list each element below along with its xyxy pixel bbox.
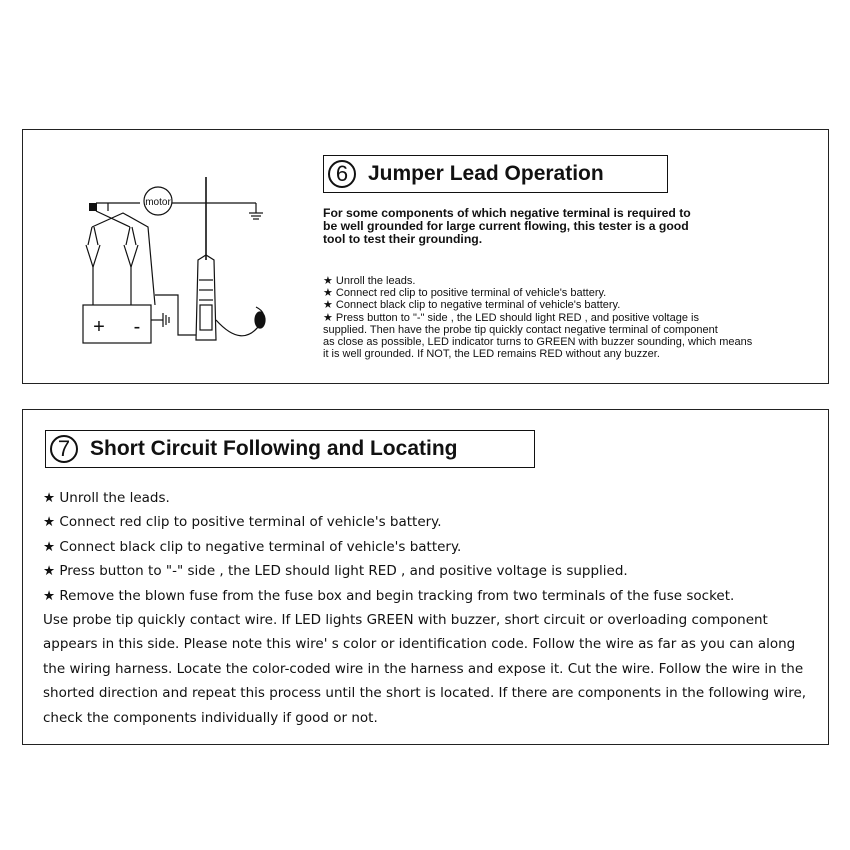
tester-handle [196,255,216,340]
step-line: supplied. Then have the probe tip quickly contact negative terminal of component [323,323,718,336]
tester-clip [255,312,265,328]
black-clip [124,245,138,267]
body-line: check the components individually if good or not. [43,709,378,726]
section-6-intro [323,207,793,246]
section-6-steps [323,275,823,360]
body-line: Use probe tip quickly contact wire. If LED lights GREEN with buzzer, short circuit or overloading component [43,612,768,629]
section-7-body [43,486,823,730]
section-7-title-box [45,430,535,468]
section-jumper-lead-panel [22,129,829,384]
body-line: appears in this side. Please note this wire' s color or identification code. Follow the wire as far as you can along [43,636,796,653]
section-6-title-box [323,155,668,193]
step-line: it is well grounded. If NOT, the LED remains RED without any buzzer. [323,348,660,361]
step-line: ★ Press button to "-" side , the LED should light RED , and positive voltage is [323,311,699,324]
body-line: ★ Unroll the leads. [43,490,170,506]
jumper-lead-diagram [48,155,278,355]
step-line: ★ Unroll the leads. [323,275,416,287]
section-7-number: 7 [50,435,78,463]
body-line: the wiring harness. Locate the color-coded wire in the harness and expose it. Cut the wire. Follow the wire in the [43,660,804,677]
battery-minus-label: - [133,316,141,338]
step-line: ★ Connect black clip to negative terminal of vehicle's battery. [323,299,621,312]
body-line: ★ Connect red clip to positive terminal of vehicle's battery. [43,514,442,531]
body-line: shorted direction and repeat this process until the short is located. If there are components in the following wire, [43,685,807,702]
battery-plus-label: + [93,316,105,338]
body-line: ★ Remove the blown fuse from the fuse box and begin tracking from two terminals of the fuse socket. [43,587,735,604]
section-6-title: Jumper Lead Operation [368,162,604,185]
body-line: ★ Press button to "-" side , the LED should light RED , and positive voltage is supplied. [43,563,628,580]
section-7-title: Short Circuit Following and Locating [90,437,458,460]
step-line: as close as possible, LED indicator turns to GREEN with buzzer sounding, which means [323,336,753,349]
intro-line: tool to test their grounding. [323,232,483,246]
section-short-circuit-panel [22,409,829,745]
intro-line: For some components of which negative terminal is required to [323,206,691,220]
intro-line: be well grounded for large current flowing, this tester is a good [323,219,689,233]
motor-label: motor [145,197,171,208]
red-clip [86,245,100,267]
section-6-number: 6 [328,160,356,188]
body-line: ★ Connect black clip to negative terminal of vehicle's battery. [43,538,462,555]
step-line: ★ Connect red clip to positive terminal of vehicle's battery. [323,287,607,300]
